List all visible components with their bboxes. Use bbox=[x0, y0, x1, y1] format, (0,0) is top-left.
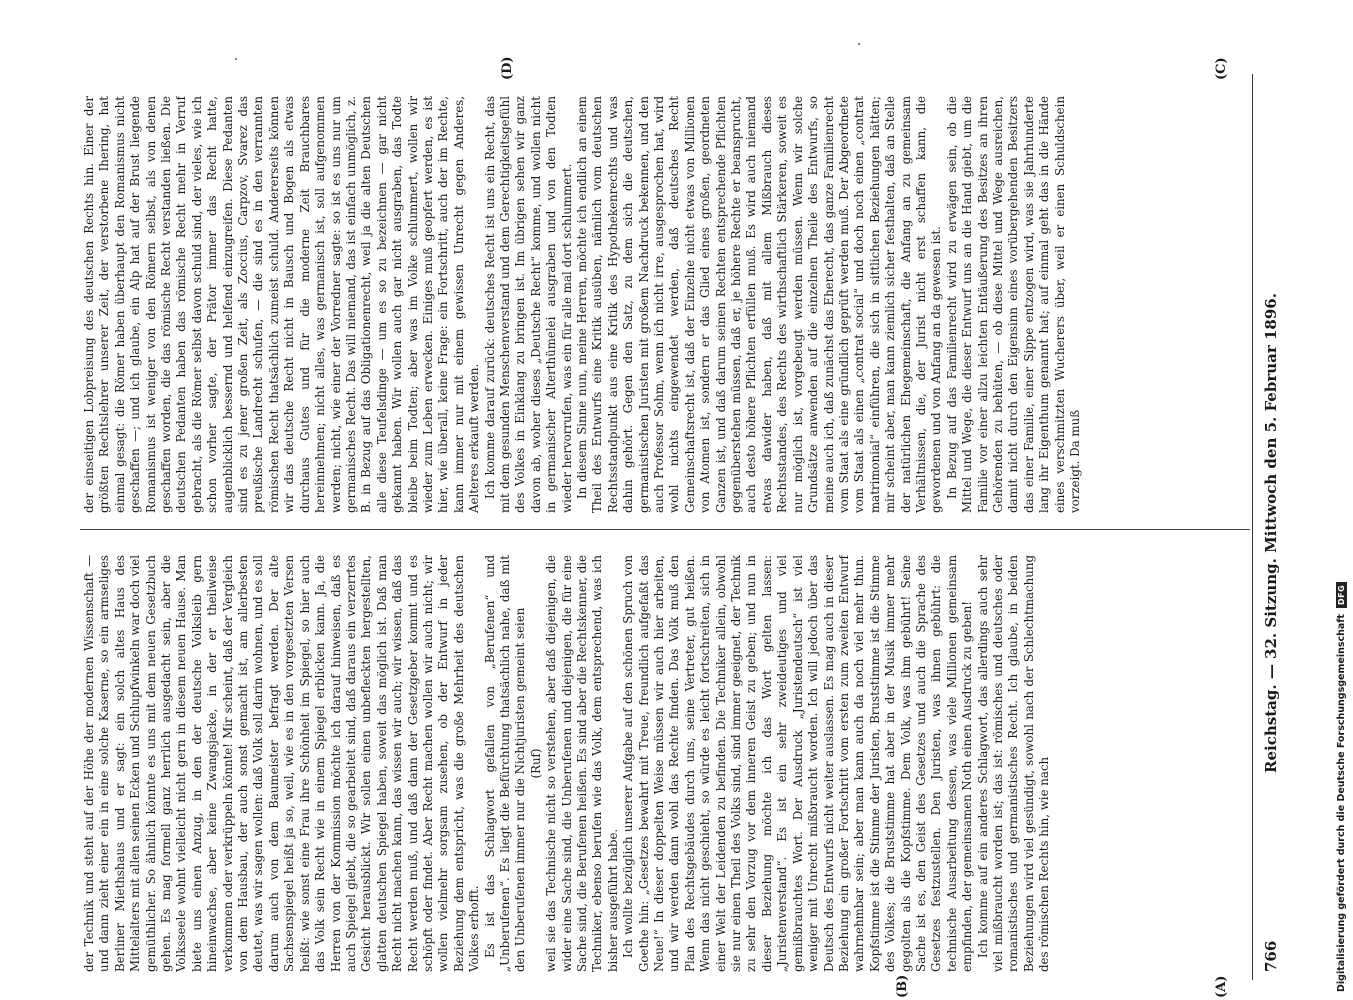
digitization-note: Digitalisierung gefördert durch die Deutsche Forschungsgemeinschaft bbox=[1336, 614, 1347, 992]
running-title: Reichstag. — 32. Sitzung. Mittwoch den 5. Februar 1896. bbox=[1262, 293, 1280, 773]
right-text-column bbox=[82, 96, 1247, 513]
page-header bbox=[1262, 94, 1286, 972]
document-page bbox=[0, 54, 1353, 1000]
paragraph: weil sie das Technische nicht so verstehen, aber daß diejenigen, die wider eine Sache sind, die Unberufenen und diejenigen, die für eine Sache sind, die Berufenen heißen. Es sind aber die Rechtskenner, die Techniker, ebenso berufen wie das Volk, dem entsprechend, was ich bisher ausgeführt habe. bbox=[544, 555, 620, 972]
paragraph: In Bezug auf das Familienrecht wird zu erwägen sein, ob die Mittel und Wege, die dieser Entwurf uns an die Hand giebt, um die Familie vor einer allzu leichten Entäußerung des Besitzes an ihren Gehörenden zu behüten, — ob diese Mittel und Wege ausreichen, damit nicht durch den Eigensinn eines vorübergehenden Besitzers das einer Familie, einer Sippe entzogen wird, was sie Jahrhunderte lang ihr Eigenthum genannt hat; auf einmal geht das in die Hände eines verschmitzten Wucherers über, weil er einen Schuldschein vorzeigt. Da muß bbox=[944, 96, 1082, 513]
paragraph: Es ist das Schlagwort gefallen von „Berufenen“ und „Unberufenen“. Es liegt die Befürchtung thatsächlich nahe, daß mit den Unberufenen immer nur die Nichtjuristen gemeint seien bbox=[482, 555, 528, 972]
paragraph: In diesem Sinne nun, meine Herren, möchte ich endlich an einem Theil des Entwurfs eine Kritik ausüben, nämlich vom deutschen Rechtsstandpunkt aus eine Kritik des Hypothekenrechts und was dahin gehört. Gegen den Satz, zu dem sich die deutschen, germanistischen Juristen mit großem Nachdruck bekennen, und den auch Professor Sohm, wenn ich nicht irre, ausgesprochen hat, wird wohl nichts eingewendet werden, daß deutsches Recht Gemeinschaftsrecht ist, daß der Einzelne nicht etwas von Millionen von Atomen ist, sondern er das Glied eines großen, geordneten Ganzen ist, und daß darum seinen Rechten entsprechende Pflichten gegenüberstehen müssen, daß er, je höhere Rechte er beansprucht, auch desto höhere Pflichten erfüllen muß. Es wird auch niemand etwas dawider haben, daß mit allem Mißbrauch dieses Rechtsstandes, des Rechts des wirthschaftlich Stärkeren, soweit es nur möglich ist, vorgebeugt werden müssen. Wenn wir solche Grundsätze anwenden auf die einzelnen Theile des Entwurfs, so meine auch ich, daß zunächst das Eherecht, das ganze Familienrecht vom Staat als eine gründlich geprüft werden muß. Der Abgeordnete vom Staat als einen „contrat social“ und doch noch einen „contrat matrimonial“ einführen, die sich in sittlichen Beziehungen hätten; mir scheint aber, man kann ziemlich sicher festhalten, daß an Stelle der natürlichen Ehegemeinschaft, die Anfang an zu gemeinsam Verhältnissen, die, der Jurist nicht erst schaffen kann, die gewordenen und von Anfang an da gewesen ist. bbox=[575, 96, 944, 513]
dfg-logo: DFG bbox=[1336, 582, 1347, 608]
scan-speck bbox=[235, 58, 237, 60]
column-divider bbox=[80, 529, 1250, 530]
page-number: 766 bbox=[1262, 940, 1280, 972]
interjection: (Ruf) bbox=[528, 748, 543, 779]
paragraph: Ich wollte bezüglich unserer Aufgabe auf den schönen Spruch von Goethe hin: „Gesetzes bewahrt mit Treue, freundlich aufgefaßt das Neue!“ In dieser doppelten Weise müssen wir auch hier arbeiten, und wir werden dann wohl das Rechte finden. Das Volk muß den Plan des Rechtsgebäudes durch uns, seine Vertreter, gut heißen. Wenn das nicht geschieht, so würde es leicht fortschreiten, sich in einer Welt der Leidenden zu befinden. Die Techniker allein, obwohl sie nur einen Theil des Volks sind, sind immer geeignet, der Technik zu sehr den Vorzug vor dem inneren Geist zu geben; und nun in dieser Beziehung möchte ich das Wort gelten lassen: „Juristenverstand“. Es ist ein sehr zweideutiges und viel gemißbrauchtes Wort. Der Ausdruck „Juristendeutsch“ ist viel weniger mit Unrecht mißbraucht worden. Ich will jedoch über das Deutsch des Entwurfs nicht weiter auslassen. Es mag auch in dieser Beziehung ein großer Fortschritt vom ersten zum zweiten Entwurf wahrnehmbar sein; aber man kann auch da noch viel mehr thun. Kopfstimme ist die Stimme der Juristen, Bruststimme ist die Stimme des Volkes; die Bruststimme hat aber in der Musik immer mehr gegolten als die Kopfstimme. Dem Volk, was ihm gebührt! Seine Sache ist es, den Geist des Gesetzes und auch die Sprache des Gesetzes festzustellen. Den Juristen, was ihnen gebührt: die technische Ausarbeitung dessen, was viele Millionen gemeinsam empfinden, der gemeinsamen Noth einen Ausdruck zu geben! bbox=[621, 555, 975, 972]
left-text-column bbox=[82, 555, 1247, 972]
paragraph: Ich komme darauf zurück: deutsches Recht ist uns ein Recht, das mit dem gesunden Menschenverstand und dem Gerechtigkeitsgefühl des Volkes in Einklang zu bringen ist. Im übrigen sehen wir ganz davon ab, woher dieses „Deutsche Recht“ komme, und wollen nicht in germanischer Alterthümelei ausgraben und von den Todten wieder hervorrufen, was ein für alle mal dort schlummert. bbox=[482, 96, 574, 513]
margin-mark-a: (A) bbox=[1214, 975, 1229, 998]
paragraph: der einseitigen Lobpreisung des deutschen Rechts hin. Einer der größten Rechtslehrer unserer Zeit, der verstorbene Ihering, hat einmal gesagt: die Römer haben überhaupt den Romanismus nicht geschaffen —; und ich glaube, ein Alp hat auf der Brust liegende Romanismus ist weniger von den Römern selbst, als von denen geschaffen worden, die das römische Recht verstanden ließen. Die deutschen Pedanten haben das römische Recht mehr in Verruf gebracht, als die Römer selbst davon schuld sind, der vieles, wie ich schon vorher sagte, der Prätor immer das Recht hatte, augenblicklich bessernd und helfend einzugreifen. Diese Pedanten sind es zu jener großen Zeit, als Zoccius, Carpzov, Svarez das preußische Landrecht schufen, — die sind es in den verrannten römischen Recht thatsächlich zumeist schuld. Andererseits können wir das deutsche Recht nicht in Bausch und Bogen als etwas durchaus Gutes und für die moderne Zeit Brauchbares hereinnehmen; nicht alles, was germanisch ist, soll aufgenommen werden; nicht, wie einer der Vorredner sagte: so ist es uns nur um germanisches Recht. Das will niemand, das ist einfach unmöglich, z. B. in Bezug auf das Obligationenrecht, weil ja die alten Deutschen alle diese Teufelsdinge — um es so zu bezeichnen — gar nicht gekannt haben. Wir wollen auch gar nicht ausgraben, das Todte bleibe beim Todten; aber was im Volke schlummert, wollen wir wieder zum Leben erwecken. Einiges muß geopfert werden, es ist hier, wie überall, keine Frage: ein Fortschritt, auch der im Rechte, kann immer nur mit einem gewissen Unrecht gegen Anderes, Aelteres erkauft werden. bbox=[82, 96, 482, 513]
digitization-footer bbox=[1336, 46, 1347, 1000]
paragraph: Ich komme auf ein anderes Schlagwort, das allerdings auch sehr viel mißbraucht worden ist; das ist: römisches und deutsches oder romanistisches und germanistisches Recht. Ich glaube, in beiden Beziehungen wird viel gesündigt, sowohl nach der Schlechtmachung des römischen Rechts hin, wie nach bbox=[975, 555, 1052, 972]
margin-mark-b: (B) bbox=[895, 974, 910, 998]
paragraph: der Technik und steht auf der Höhe der modernen Wissenschaft — und dann zieht einer ein in eine solche Kaserne, so ein armseliges Berliner Miethshaus und er sagt: ein solch altes Haus des Mittelalters mit allen seinen Ecken und Schlupfwinkeln war doch viel gemüthlicher. So ähnlich könnte es uns mit dem neuen Gesetzbuch gehen. Es mag formell ganz herrlich ausgedacht sein, aber die Volksseele wohnt vielleicht nicht gern in diesem neuen Hause. Man biete uns einen Anzug, in den der deutsche Volksleib gern hineinwachse, aber keine Zwangsjacke, in der er theilweise verkommen oder verkrüppeln könnte! Mir scheint, daß der Vergleich von dem Hausbau, der auch sonst gemacht ist, am allerbesten deutet, was wir sagen wollen: daß Volk soll darin wohnen, und es soll darum auch von dem Baumeister befragt werden. Der alte Sachsenspiegel heißt ja so, weil, wie es in den vorgesetzten Versen heißt: wie sonst eine Frau ihre Schönheit im Spiegel, so hier auch das Volk sein Recht wie in einem Spiegel erblicken kann. Ja, die Herren von der Kommission möchte ich darauf hinweisen, daß es auch Spiegel giebt, die so gearbeitet sind, daß daraus ein verzerrtes Gesicht herausblickt. Wir sollen einen unbefleckten hergestellten, glatten deutschen Spiegel haben, soweit das möglich ist. Daß man Recht nicht machen kann, das wissen wir auch; wir wissen, daß das Recht werden muß, und daß dann der Gesetzgeber kommt und es schöpft oder findet. Aber Recht machen wollen wir auch nicht; wir wollen vielmehr sorgsam zusehen, ob der Entwurf in jeder Beziehung dem entspricht, was die große Mehrheit des deutschen Volkes erhofft. bbox=[82, 555, 482, 972]
header-rule bbox=[1252, 74, 1253, 980]
margin-mark-c: (C) bbox=[1214, 57, 1229, 80]
margin-mark-d: (D) bbox=[500, 56, 515, 80]
scan-speck bbox=[858, 43, 860, 45]
